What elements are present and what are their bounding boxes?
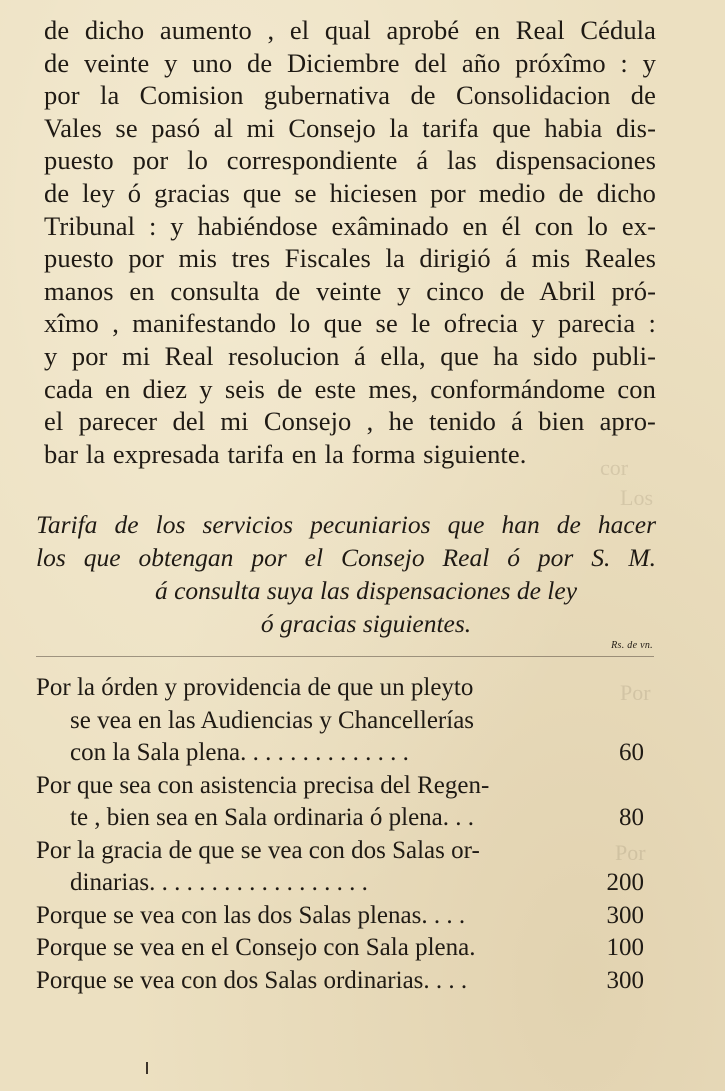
tariff-entry-line [36,965,656,998]
heading-line: los que obtengan por el Consejo Real ó por S. M. [36,543,656,572]
body-line: puesto por mis tres Fiscales la dirigió á mis Reales [44,243,656,274]
tariff-entry-text: te , bien sea en Sala ordinaria ó plena. . . [70,804,475,831]
heading-line: Tarifa de los servicios pecuniarios que han de hacer [36,510,656,539]
tariff-price: 300 [606,901,644,929]
body-line: puesto por lo correspondiente á las dispensaciones [44,145,656,176]
tariff-entry-text: Por la órden y providencia de que un pleyto [36,674,474,701]
tariff-entry-line [36,705,656,738]
tariff-price: 60 [619,739,644,766]
tariff-entry-text: Porque se vea en el Consejo con Sala plena. [36,934,476,961]
body-line: de dicho aumento , el qual aprobé en Real Cédula [44,15,656,45]
tariff-entry-line [36,737,656,770]
tariff-heading [36,508,656,640]
tariff-price: 300 [606,966,644,994]
body-line: manos en consulta de veinte y cinco de Abril pró- [44,275,656,306]
tariff-entry-line [36,932,656,965]
printer-mark [146,1062,148,1074]
currency-column-header: Rs. de vn. [611,640,653,651]
body-line: de veinte y uno de Diciembre del año próxîmo : y [44,47,656,78]
tariff-price: 200 [606,869,644,896]
tariff-entry-line [36,672,656,705]
tariff-entry-line [36,770,656,803]
tariff-entry-text: Por que sea con asistencia precisa del Regen- [36,771,490,799]
show-through-bleed: Por [620,680,651,705]
tariff-entry-line [36,802,656,835]
body-line: cada en diez y seis de este mes, conformándome con [44,373,656,404]
tariff-price: 80 [619,804,644,831]
tariff-entry-text: Porque se vea con las dos Salas plenas. . . . [36,901,466,929]
body-line: bar la expresada tarifa en la forma siguiente. [44,438,527,469]
header-rule [36,656,654,657]
body-line: el parecer del mi Consejo , he tenido á bien apro- [44,406,656,437]
body-line: por la Comision gubernativa de Consolidacion de [44,80,656,111]
body-line: y por mi Real resolucion á ella, que ha sido publi- [44,340,656,371]
tariff-entry-text: dinarias. . . . . . . . . . . . . . . . . . [70,869,368,896]
tariff-entry-line [36,900,656,933]
tariff-entry-text: Por la gracia de que se vea con dos Salas or- [36,836,480,864]
tariff-entry-text: con la Sala plena. . . . . . . . . . . . . . [70,739,409,766]
heading-line: ó gracias siguientes. [260,609,472,638]
body-paragraph [44,14,656,470]
tariff-entry-line [36,867,656,900]
show-through-bleed: Los [620,485,653,510]
body-line: Vales se pasó al mi Consejo la tarifa que habia dis- [44,112,656,143]
show-through-bleed: Por [615,840,646,865]
tariff-entry-line [36,835,656,868]
body-line: Tribunal : y habiéndose exâminado en él con lo ex- [44,210,656,241]
body-line: xîmo , manifestando lo que se le ofrecia y parecia : [44,308,656,339]
heading-line: á consulta suya las dispensaciones de ley [154,576,578,605]
body-line: de ley ó gracias que se hiciesen por medio de dicho [44,177,656,208]
show-through-bleed: cor [600,455,629,480]
tariff-entry-text: Porque se vea con dos Salas ordinarias. . . . [36,966,468,994]
tariff-price: 100 [606,934,644,961]
tariff-entry-text: se vea en las Audiencias y Chancellerías [70,706,475,734]
tariff-list [36,672,656,997]
